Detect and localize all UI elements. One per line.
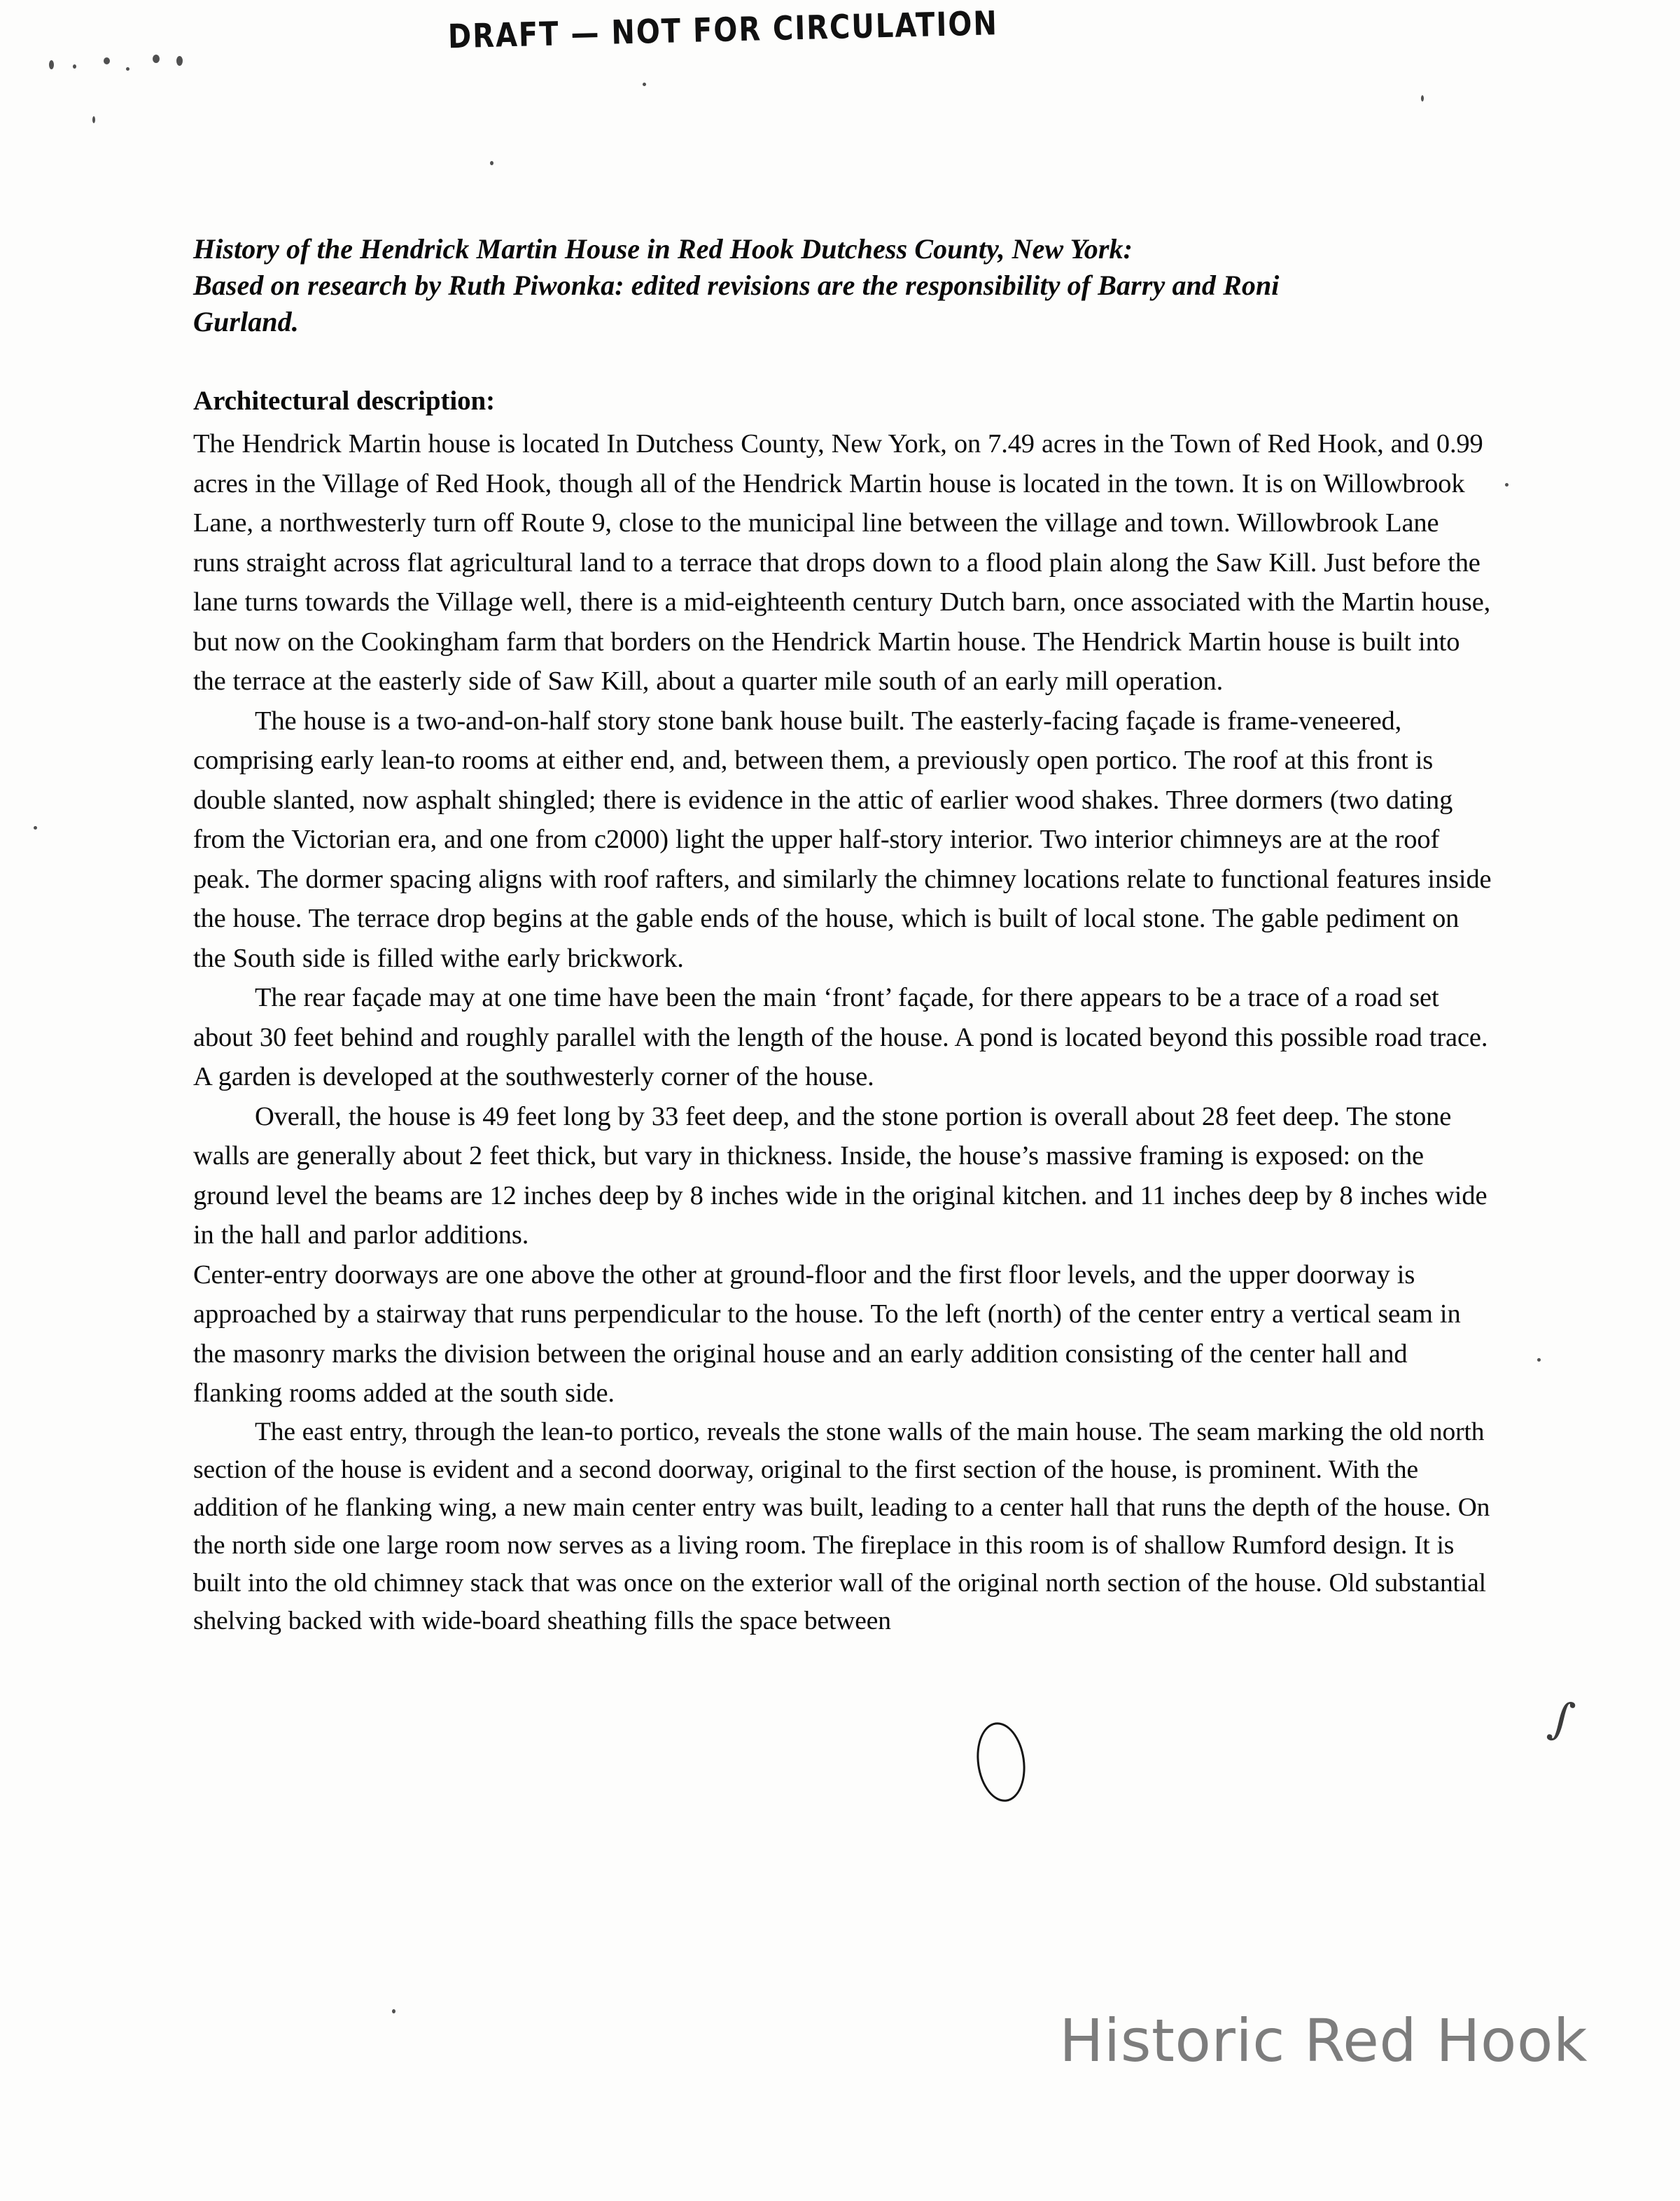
body-paragraph: The Hendrick Martin house is located In Dutchess County, New York, on 7.49 acres in the Town of Red Hook, and 0.99 acres in the Village of Red Hook, though all of the Hendrick Martin house is located in the town. It is on Willowbrook Lane, a northwesterly turn off Route 9, close to the municipal line between the village and town. Willowbrook Lane runs straight across flat agricultural land to a terrace that drops down to a flood plain along the Saw Kill. Just before the lane turns towards the Village well, there is a mid-eighteenth century Dutch barn, once associated with the Martin house, but now on the Cookingham farm that borders on the Hendrick Martin house. The Hendrick Martin house is built into the terrace at the easterly side of Saw Kill, about a quarter mile south of an early mill operation. (193, 429, 1491, 696)
body-paragraph: Center-entry doorways are one above the other at ground-floor and the first floor levels, and the upper doorway is approached by a stairway that runs perpendicular to the house. To the left (north) of the center entry a vertical seam in the masonry marks the division between the original house and an early addition consisting of the center hall and flanking rooms added at the south side. (193, 1259, 1461, 1408)
scan-speckle (1505, 483, 1508, 487)
handwritten-draft-stamp: DRAFT — NOT FOR CIRCULATION (447, 4, 999, 57)
historic-red-hook-watermark: Historic Red Hook (1059, 2006, 1588, 2075)
body-paragraph: The rear façade may at one time have been the main ‘front’ façade, for there appears to be a trace of a road set about 30 feet behind and roughly parallel with the length of the house. A pond is located beyond this possible road trace. A garden is developed at the southwesterly corner of the house. (193, 983, 1488, 1091)
scan-speckle (92, 116, 95, 123)
document-text-body (193, 231, 1492, 1640)
handwritten-margin-mark: ∫ (1544, 1691, 1578, 1747)
scan-speckle (490, 161, 493, 165)
document-title-line: History of the Hendrick Martin House in Red Hook Dutchess County, New York: (193, 233, 1133, 265)
scan-speckle (126, 67, 130, 71)
scan-speckle (643, 83, 646, 86)
scan-speckle (1537, 1358, 1541, 1362)
scan-speckle (34, 826, 37, 830)
scan-speckle (176, 56, 183, 66)
body-paragraph: Overall, the house is 49 feet long by 33 feet deep, and the stone portion is overall about 28 feet deep. The stone walls are generally about 2 feet thick, but vary in thickness. Inside, the house’s massive framing is exposed: on the ground level the beams are 12 inches deep by 8 inches wide in the original kitchen. and 11 inches deep by 8 inches wide in the hall and parlor additions. (193, 1101, 1488, 1250)
scan-speckle (49, 60, 54, 69)
document-title (193, 231, 1492, 340)
document-title-line: Based on research by Ruth Piwonka: edited revisions are the responsibility of Barry and Roni (193, 270, 1280, 301)
body-paragraph: The east entry, through the lean-to portico, reveals the stone walls of the main house. The seam marking the old north section of the house is evident and a second doorway, original to the first section of the house, is prominent. With the addition of he flanking wing, a new main center entry was built, leading to a center hall that runs the depth of the house. On the north side one large room now serves as a living room. The fireplace in this room is of shallow Rumford design. It is built into the old chimney stack that was once on the exterior wall of the original north section of the house. Old substantial shelving backed with wide-board sheathing fills the space between (193, 1417, 1490, 1635)
document-title-line: Gurland. (193, 306, 299, 337)
scan-speckle (1421, 95, 1424, 102)
scan-speckle (73, 64, 76, 69)
body-paragraph: The house is a two-and-on-half story stone bank house built. The easterly-facing façade is frame-veneered, comprising early lean-to rooms at either end, and, between them, a previously open portico. The roof at this front is double slanted, now asphalt shingled; there is evidence in the attic of earlier wood shakes. Three dormers (two dating from the Victorian era, and one from c2000) light the upper half-story interior. Two interior chimneys are at the roof peak. The dormer spacing aligns with roof rafters, and similarly the chimney locations relate to functional features inside the house. The terrace drop begins at the gable ends of the house, which is built of local stone. The gable pediment on the South side is filled withe early brickwork. (193, 706, 1492, 973)
scan-speckle (153, 55, 160, 63)
scan-speckle (104, 57, 110, 64)
scan-speckle (392, 2009, 396, 2013)
handwritten-circle-annotation (972, 1719, 1030, 1805)
section-heading-architectural-description: Architectural description: (193, 386, 496, 416)
